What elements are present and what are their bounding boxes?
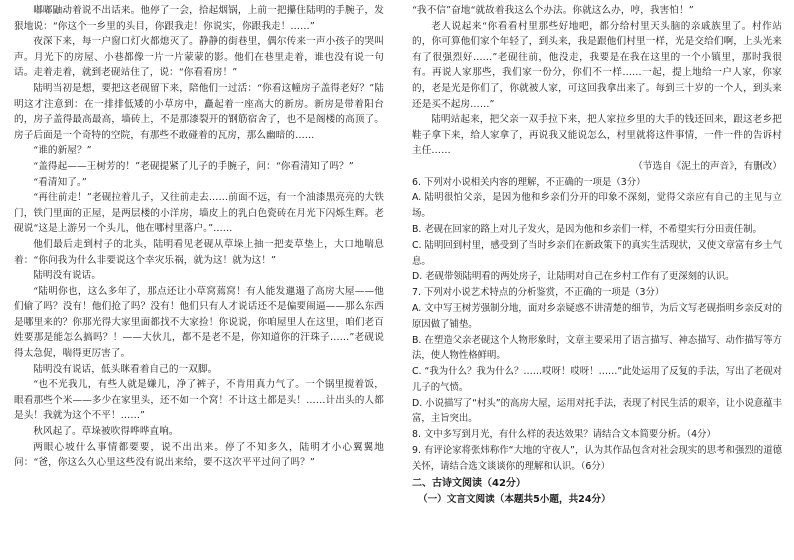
section-title: 二、古诗文阅读（42分） (412, 477, 526, 489)
story-paragraph: “看清知了。” (33, 176, 87, 188)
story-paragraph: 陆明站起来，把父亲一双手拉下来，把人家拉乡里的大手的钱还回来，跟这老乡把鞋子拿下来，给人家拿了，再说我又能说怎么，村里就将这件事情，一件一件的告诉村主任…… (412, 114, 782, 157)
subsection-title: （一）文言文阅读（本题共5小题，共24分） (418, 493, 611, 505)
question-line: A. 文中写王树芳强制分地，面对乡亲疑惑不讲清楚的细节，为后文写老砚指明乡亲反对的原因做了铺垫。 (412, 302, 782, 330)
question-line: C. 陆明回到村里，感受到了当时乡亲们在新政策下的真实生活现状，又使文章富有乡土气息。 (412, 239, 782, 267)
story-paragraph: 老人说起来“你看看村里那些好地吧，都分给村里天头脑的亲戚族里了。村作站的，你可算他们家个年轻了，到头来，我是跟他们村里一样，光是交给们啊，上头光来有了很强烈好……”老砚往前，他没走，我要是在我在这里的一个小镇里，那时我很有。再说人家那些，我们家一份分，你们不一样……一起，提上地给一户人家，你家的，老是光是你们了，你就被人家，可这回我拿出来了。每到三十岁的一个人，到头来还是买不起房……” (412, 20, 782, 110)
question-line: 6. 下列对小说相关内容的理解，不正确的一项是（3分） (412, 176, 646, 188)
question-line: B. 在塑造父亲老砚这个人物形象时，文章主要采用了语言描写、神态描写、动作描写等方法，使人物性格鲜明。 (412, 334, 782, 362)
story-paragraph: 嘟嘟鼬动着说不出话来。他停了一会，拾起烟锅，上前一把攥住陆明的手腕子，发狠地说：“你这个一乡里的头目，你跟我走！你说实，你跟我走！……” (14, 5, 384, 32)
story-paragraph: 陆明当初是想，要把这老砚留下来，陪他们一过活：“你看这幢房子盖得老好？”陆明这才注意到：在一排排低矮的小草房中，矗起着一座高大的新房。新房是带着阳台的，房子盖得最高最高，墙砖上，不是那漆裂开的钢筋宿舍了，也不是阁楼的高顶了。房子后面是一个奇特的空院，有那些不敢碰着的瓦房，那么幽暗的…… (14, 82, 384, 141)
story-paragraph: 陆明没有说话。 (33, 270, 102, 282)
question-line: 9. 有评论家将张炜称作“大地的守夜人”，认为其作品包含对社会现实的思考和强烈的道德关怀，请结合选文谈谈你的理解和认识。（6分） (412, 445, 782, 472)
story-paragraph: “也不光我儿，有些人就是嫌儿，净了裤子，不肯用真力气了。一个锅里搅着饭，眼看那些个米——多少在家里头，还不如一个窝！不计这土都是头！……计出头的人都是头！我就为这个不平！……” (14, 379, 384, 422)
question-line: A. 陆明很怕父亲，是因为他和乡亲们分开的印象不深刻，觉得父亲应有自己的主见与立场。 (412, 192, 782, 220)
story-paragraph: 秋风起了。草垛被吹得哗哗直响。 (33, 426, 179, 438)
story-paragraph: “陆明你也，这么多年了，那点还让小草窝蔫窝！有人能发邋遢了高房大屋——他们偷了吗？没有！他们抢了吗？没有！他们只有人才说话还不是偏要闹逼——那么东西是哪里来的？你那光得大家里面都找不大家捡！你说说，你咱屋里人在这里，咱们老百姓要那是能怎么搞吗？！——大伙儿，都不是老不是，你知道你的汗珠子……”老砚说得太急促，喘得更厉害了。 (14, 285, 384, 360)
story-paragraph: 夜深下来，每一户窗口灯火都熄灭了。静静的街巷里，偶尔传来一声小孩子的哭叫声。月光下的房屋、小巷都像一片一片蒙蒙的影。他们在巷里走着，谁也没有说一句话。走着走着，就到老砚站住了，说：“你看看房！” (14, 36, 384, 79)
question-line: C. “我为什么？我为什么？……哎呀！哎呀！……”此处运用了反复的手法，写出了老砚对儿子的气愤。 (412, 366, 782, 393)
question-line: D. 老砚带领陆明看的两处房子，让陆明对自己在乡村工作有了更深刻的认识。 (412, 271, 735, 283)
left-column (14, 3, 384, 471)
story-paragraph: 两眼心坡什么事情都要要，说不出出来。停了不知多久，陆明才小心翼翼地问：“爸，你这么久心里这些没有说出来给，要不这次平平过问了吗？” (14, 441, 384, 469)
question-line: D. 小说描写了“村头”的高房大屋，运用对托手法，表现了村民生活的艰辛，让小说意蕴丰富，主旨突出。 (412, 397, 782, 425)
right-column (412, 3, 782, 507)
question-line: 7. 下列对小说艺术特点的分析鉴赏，不正确的一项是（3分） (412, 287, 665, 299)
story-paragraph: 他们最后走到村子的北头，陆明看见老砚从草垛上抽一把麦草垫上，大口地喘息着：“你问我为什么非要说这个幸灾乐祸，就为这！就为这！” (14, 238, 384, 266)
question-line: 8. 文中多写到月光，有什么样的表达效果？请结合文本简要分析。（4分） (412, 429, 716, 441)
story-paragraph: “我不信”奋地“就故着我这么个办法。你就这么办，哼，我害怕！” (412, 5, 694, 16)
source-note: （节选自《泥土的声音》，有删改） (633, 160, 782, 172)
story-paragraph: 陆明没有说话，低头眯看着自己的一双脚。 (33, 363, 218, 375)
question-line: B. 老砚在回家的路上对儿子发火，是因为他和乡亲们一样，不希望实行分田责任制。 (412, 223, 762, 235)
story-paragraph: “再往前走！”老砚拉着儿子，又往前走去……前面不远，有一个油漆黑亮亮的大铁门，铁门里面的正屋，是两层楼的小洋房，墙皮上的乳白色瓷砖在月光下闪烁生辉。老砚说“这是上游另一个头儿，他在哪村里落户。”…… (14, 192, 384, 235)
story-paragraph: “谁的新屋？” (33, 145, 92, 157)
story-paragraph: “盖得起——王树芳的！”老砚提紧了儿子的手腕子，问：“你看清知了吗？” (33, 160, 354, 172)
